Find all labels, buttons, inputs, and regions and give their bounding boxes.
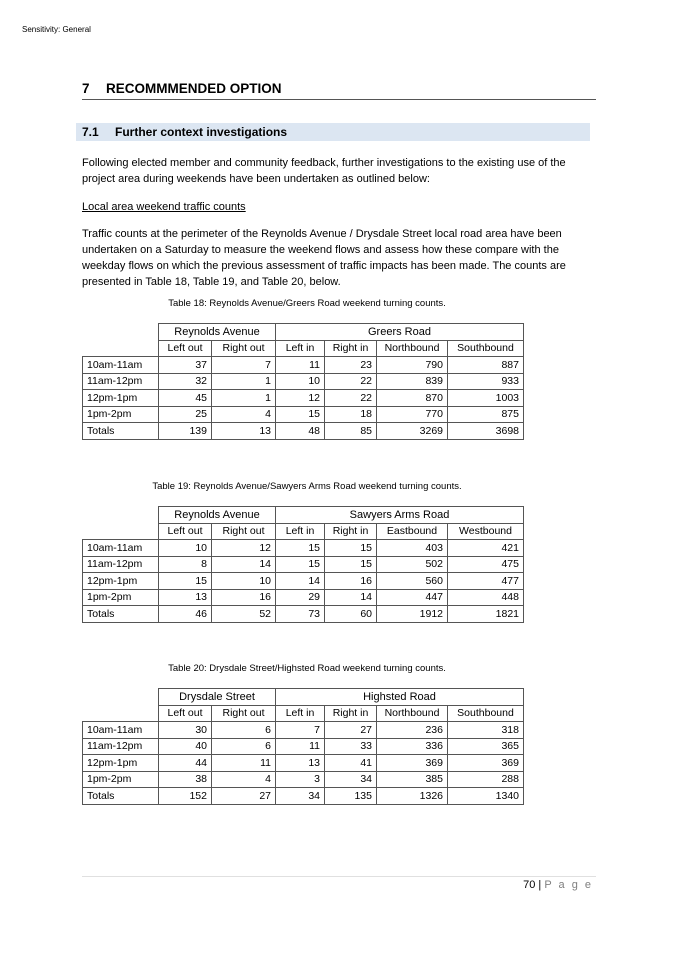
column-header: Left in <box>276 523 325 540</box>
empty-cell <box>83 705 159 722</box>
table-cell: 16 <box>212 589 276 606</box>
group-header: Drysdale Street <box>159 689 276 706</box>
table-row <box>83 540 524 557</box>
subsection-number: 7.1 <box>82 125 99 139</box>
table-caption: Table 18: Reynolds Avenue/Greers Road weekend turning counts. <box>168 298 446 309</box>
table-cell: 30 <box>159 722 212 739</box>
table-cell: 839 <box>377 373 448 390</box>
row-label: 10am-11am <box>83 722 159 739</box>
empty-cell <box>83 689 159 706</box>
table-cell: 44 <box>159 755 212 772</box>
table-cell: 34 <box>325 771 377 788</box>
footer-divider <box>82 876 596 877</box>
column-header: Northbound <box>377 705 448 722</box>
row-label: 11am-12pm <box>83 373 159 390</box>
column-header: Left in <box>276 705 325 722</box>
table-cell: 11 <box>276 738 325 755</box>
row-label: 12pm-1pm <box>83 573 159 590</box>
table-cell: 139 <box>159 423 212 440</box>
row-label: 1pm-2pm <box>83 406 159 423</box>
table-cell: 12 <box>212 540 276 557</box>
table-cell: 3698 <box>448 423 524 440</box>
row-label: 1pm-2pm <box>83 771 159 788</box>
table-cell: 870 <box>377 390 448 407</box>
table-cell: 7 <box>212 357 276 374</box>
group-header: Greers Road <box>276 324 524 341</box>
table-cell: 29 <box>276 589 325 606</box>
table-cell: 369 <box>448 755 524 772</box>
table-cell: 6 <box>212 722 276 739</box>
section-title: RECOMMMENDED OPTION <box>106 81 282 96</box>
table-cell: 1003 <box>448 390 524 407</box>
subheader-row <box>83 523 524 540</box>
table-cell: 14 <box>276 573 325 590</box>
column-header: Right out <box>212 523 276 540</box>
table-cell: 770 <box>377 406 448 423</box>
table-cell: 4 <box>212 771 276 788</box>
table-cell: 560 <box>377 573 448 590</box>
table-cell: 40 <box>159 738 212 755</box>
table-cell: 15 <box>276 540 325 557</box>
table-cell: 4 <box>212 406 276 423</box>
table-cell: 1821 <box>448 606 524 623</box>
table-cell: 336 <box>377 738 448 755</box>
subheader-row <box>83 340 524 357</box>
table-cell: 385 <box>377 771 448 788</box>
page-number: 70 <box>523 879 536 891</box>
table-cell: 502 <box>377 556 448 573</box>
table-cell: 448 <box>448 589 524 606</box>
table-caption: Table 19: Reynolds Avenue/Sawyers Arms Road weekend turning counts. <box>152 481 462 492</box>
table-cell: 369 <box>377 755 448 772</box>
table-cell: 6 <box>212 738 276 755</box>
row-label: 12pm-1pm <box>83 390 159 407</box>
table-cell: 365 <box>448 738 524 755</box>
page-label: P a g e <box>544 879 593 891</box>
row-label: 11am-12pm <box>83 738 159 755</box>
group-header-row <box>83 689 524 706</box>
table-row <box>83 373 524 390</box>
table-cell: 45 <box>159 390 212 407</box>
column-header: Left in <box>276 340 325 357</box>
subsection-title: Further context investigations <box>115 125 288 139</box>
table-cell: 14 <box>212 556 276 573</box>
table-cell: 13 <box>212 423 276 440</box>
row-label: 1pm-2pm <box>83 589 159 606</box>
traffic-counts-subheading: Local area weekend traffic counts <box>82 201 246 213</box>
table-cell: 15 <box>325 556 377 573</box>
page-footer <box>523 879 593 891</box>
table-cell: 1 <box>212 390 276 407</box>
group-header-row <box>83 324 524 341</box>
table-cell: 27 <box>212 788 276 805</box>
page-separator: | <box>538 879 542 891</box>
sensitivity-label: Sensitivity: General <box>22 25 91 34</box>
table-cell: 15 <box>276 556 325 573</box>
table-cell: 11 <box>276 357 325 374</box>
table-cell: 933 <box>448 373 524 390</box>
table-cell: 3 <box>276 771 325 788</box>
table-cell: 60 <box>325 606 377 623</box>
column-header: Westbound <box>448 523 524 540</box>
empty-cell <box>83 324 159 341</box>
subsection-heading <box>76 123 590 141</box>
table-cell: 15 <box>159 573 212 590</box>
table-row <box>83 556 524 573</box>
table-cell: 1912 <box>377 606 448 623</box>
table-row <box>83 406 524 423</box>
table-row <box>83 357 524 374</box>
table-cell: 11 <box>212 755 276 772</box>
table-cell: 37 <box>159 357 212 374</box>
column-header: Right in <box>325 340 377 357</box>
body-paragraph: Traffic counts at the perimeter of the Reynolds Avenue / Drysdale Street local road area have been undertaken on a Saturday to measure the weekend flows and assess how these compare with the weekday flows on which the previous assessment of traffic impacts has been made. The counts are presented in Table 18, Table 19, and Table 20, below. <box>82 228 566 288</box>
table-cell: 790 <box>377 357 448 374</box>
table-cell: 10 <box>276 373 325 390</box>
table-cell: 15 <box>276 406 325 423</box>
row-label: 10am-11am <box>83 540 159 557</box>
table-cell: 15 <box>325 540 377 557</box>
group-header-row <box>83 507 524 524</box>
row-label: 10am-11am <box>83 357 159 374</box>
table-cell: 25 <box>159 406 212 423</box>
table-cell: 73 <box>276 606 325 623</box>
column-header: Southbound <box>448 340 524 357</box>
group-header: Sawyers Arms Road <box>276 507 524 524</box>
table-cell: 18 <box>325 406 377 423</box>
table-cell: 34 <box>276 788 325 805</box>
table-cell: 33 <box>325 738 377 755</box>
table-row <box>83 755 524 772</box>
column-header: Left out <box>159 705 212 722</box>
table-row <box>83 738 524 755</box>
table-cell: 32 <box>159 373 212 390</box>
table-cell: 475 <box>448 556 524 573</box>
table-row <box>83 423 524 440</box>
table-cell: 48 <box>276 423 325 440</box>
table-cell: 875 <box>448 406 524 423</box>
column-header: Left out <box>159 340 212 357</box>
table-cell: 1340 <box>448 788 524 805</box>
empty-cell <box>83 523 159 540</box>
column-header: Right in <box>325 523 377 540</box>
empty-cell <box>83 340 159 357</box>
table-cell: 403 <box>377 540 448 557</box>
table-cell: 12 <box>276 390 325 407</box>
table-cell: 236 <box>377 722 448 739</box>
table-cell: 3269 <box>377 423 448 440</box>
table-row <box>83 606 524 623</box>
column-header: Right out <box>212 705 276 722</box>
column-header: Southbound <box>448 705 524 722</box>
group-header: Highsted Road <box>276 689 524 706</box>
section-heading <box>82 81 596 100</box>
table-cell: 16 <box>325 573 377 590</box>
table-cell: 8 <box>159 556 212 573</box>
table-cell: 477 <box>448 573 524 590</box>
column-header: Right out <box>212 340 276 357</box>
table-cell: 85 <box>325 423 377 440</box>
row-label: Totals <box>83 606 159 623</box>
column-header: Left out <box>159 523 212 540</box>
empty-cell <box>83 507 159 524</box>
group-header: Reynolds Avenue <box>159 507 276 524</box>
table-cell: 46 <box>159 606 212 623</box>
traffic-table <box>82 688 524 805</box>
table-row <box>83 390 524 407</box>
table-cell: 887 <box>448 357 524 374</box>
row-label: Totals <box>83 423 159 440</box>
table-cell: 10 <box>212 573 276 590</box>
subheader-row <box>83 705 524 722</box>
table-cell: 23 <box>325 357 377 374</box>
row-label: 11am-12pm <box>83 556 159 573</box>
table-row <box>83 573 524 590</box>
table-cell: 10 <box>159 540 212 557</box>
table-cell: 135 <box>325 788 377 805</box>
table-cell: 13 <box>276 755 325 772</box>
table-cell: 421 <box>448 540 524 557</box>
group-header: Reynolds Avenue <box>159 324 276 341</box>
table-row <box>83 788 524 805</box>
section-number: 7 <box>82 81 90 96</box>
table-cell: 27 <box>325 722 377 739</box>
table-row <box>83 722 524 739</box>
table-caption: Table 20: Drysdale Street/Highsted Road weekend turning counts. <box>168 663 446 674</box>
row-label: 12pm-1pm <box>83 755 159 772</box>
table-cell: 13 <box>159 589 212 606</box>
table-cell: 1 <box>212 373 276 390</box>
column-header: Eastbound <box>377 523 448 540</box>
table-cell: 38 <box>159 771 212 788</box>
table-row <box>83 771 524 788</box>
column-header: Right in <box>325 705 377 722</box>
table-cell: 7 <box>276 722 325 739</box>
table-row <box>83 589 524 606</box>
column-header: Northbound <box>377 340 448 357</box>
table-cell: 52 <box>212 606 276 623</box>
table-cell: 447 <box>377 589 448 606</box>
table-cell: 22 <box>325 373 377 390</box>
table-cell: 14 <box>325 589 377 606</box>
table-cell: 41 <box>325 755 377 772</box>
traffic-table <box>82 323 524 440</box>
table-cell: 318 <box>448 722 524 739</box>
table-cell: 288 <box>448 771 524 788</box>
table-cell: 152 <box>159 788 212 805</box>
row-label: Totals <box>83 788 159 805</box>
traffic-table <box>82 506 524 623</box>
intro-paragraph: Following elected member and community feedback, further investigations to the existing use of the project area during weekends have been undertaken as outlined below: <box>82 157 566 185</box>
table-cell: 1326 <box>377 788 448 805</box>
table-cell: 22 <box>325 390 377 407</box>
